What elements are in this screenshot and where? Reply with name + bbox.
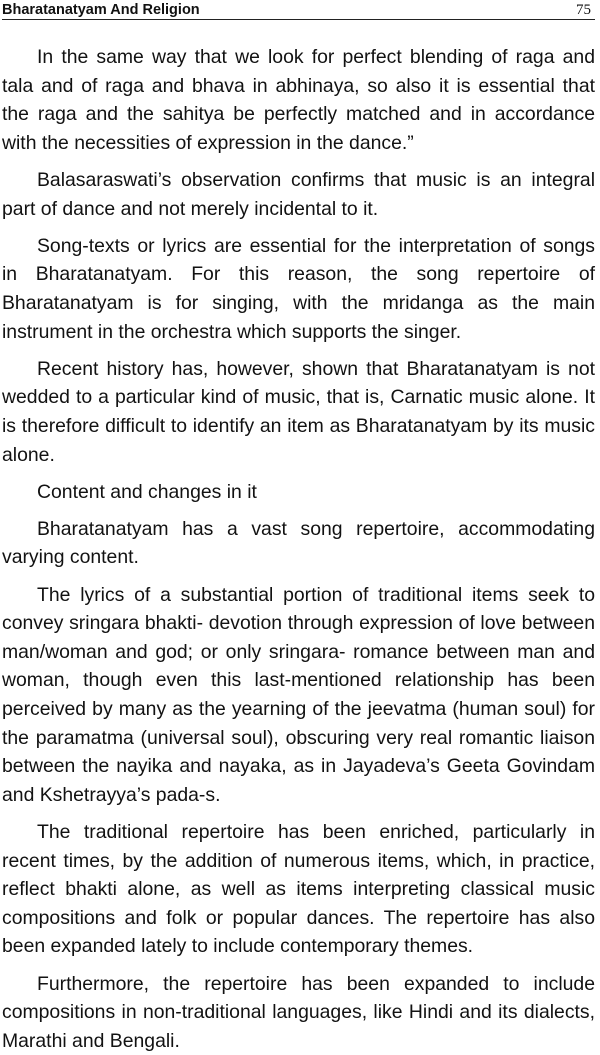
paragraph-traditional-repertoire: The traditional repertoire has been enriched, particularly in recent times, by the addition of numerous items, which, in practice, reflect bhakti alone, as well as items interpreting classical music compositions and folk or popular dances. The repertoire has also been expanded lately to include contemporary themes. [2, 821, 595, 958]
paragraph-vast-repertoire: Bharatanatyam has a vast song repertoire, accommodating varying content. [2, 517, 595, 569]
paragraph-lyrics: The lyrics of a substantial portion of traditional items seek to convey sringara bhakti- devotion through expression of love between man/woman and god; or only sringara- romance between man and woman, though even this last-mentioned relationship has been perceived by many as the yearning of the jeevatma (human soul) for the paramatma (universal soul), obscuring very real romantic liaison between the nayika and nayaka, as in Jayadeva’s Geeta Govindam and Kshetrayya’s pada-s. [2, 583, 595, 806]
paragraph-song-texts: Song-texts or lyrics are essential for the interpretation of songs in Bharatanatyam. For this reason, the song repertoire of Bharatanatyam is for singing, with the mridanga as the main instrument in the orchestra which supports the singer. [2, 234, 595, 343]
paragraph-quote-ending: In the same way that we look for perfect blending of raga and tala and of raga and bhava in abhinaya, so also it is essential that the raga and the sahitya be perfectly matched and in accordance with the necessities of expression in the dance.” [2, 46, 595, 154]
running-head [2, 0, 595, 20]
page-number: 75 [576, 2, 591, 18]
section-heading-content: Content and changes in it [37, 480, 257, 503]
running-title: Bharatanatyam And Religion [2, 2, 200, 18]
paragraph-non-traditional-languages: Furthermore, the repertoire has been expanded to include compositions in non-traditional languages, like Hindi and its dialects, Marathi and Bengali. [2, 972, 595, 1052]
paragraph-balasaraswati-observation: Balasaraswati’s observation confirms that music is an integral part of dance and not merely incidental to it. [2, 168, 595, 220]
paragraph-recent-history: Recent history has, however, shown that Bharatanatyam is not wedded to a particular kind of music, that is, Carnatic music alone. It is therefore difficult to identify an item as Bharatanatyam by its music alone. [2, 357, 595, 466]
body-text [2, 43, 595, 1055]
